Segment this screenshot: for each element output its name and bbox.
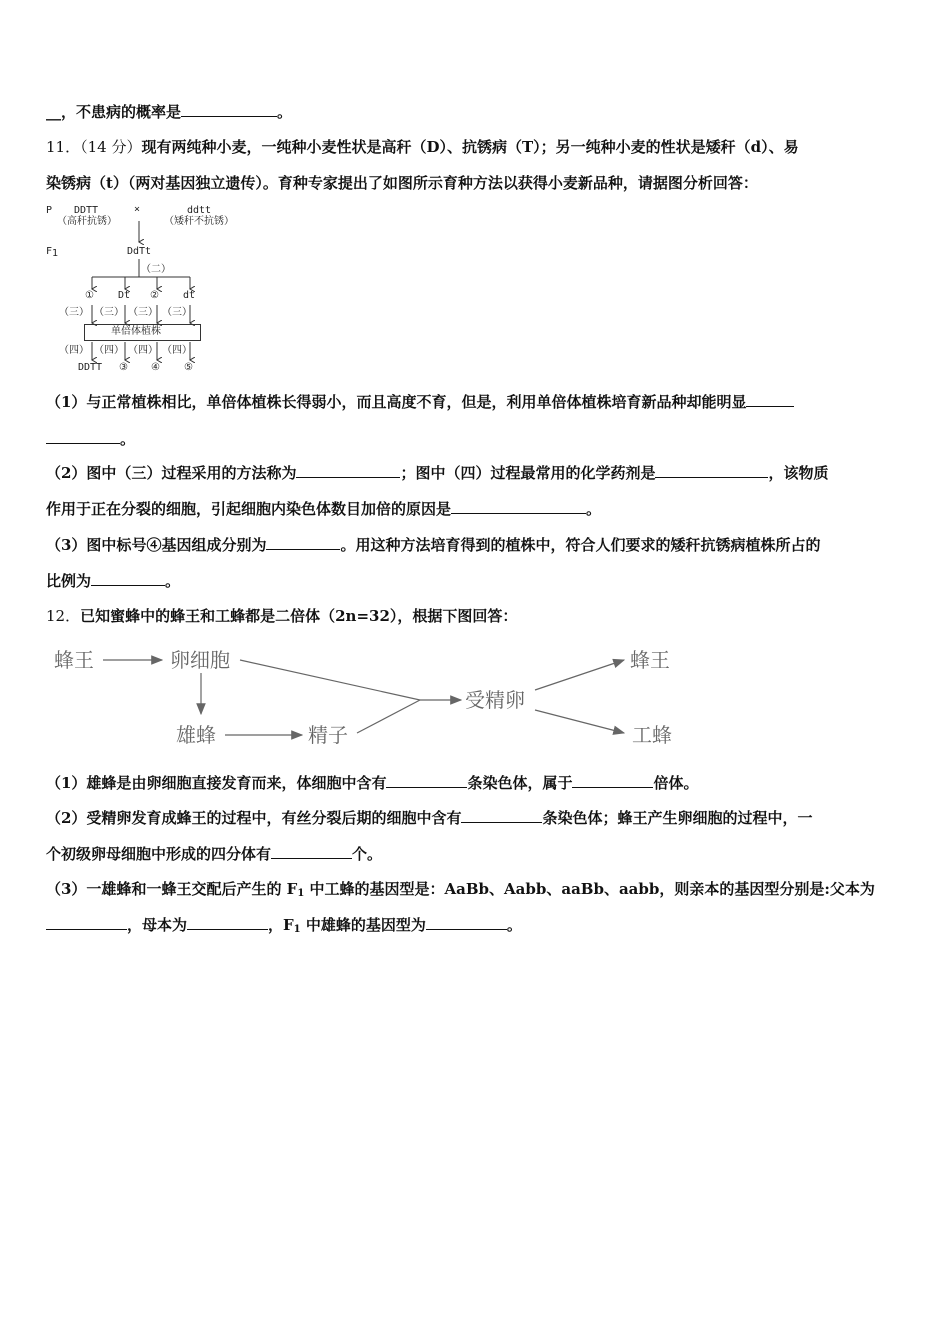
q11-2b-text: 作用于正在分裂的细胞，引起细胞内染色体数目加倍的原因是 (46, 500, 452, 518)
q12-3b-text: ，F (268, 916, 294, 934)
parent2-note: （矮秆不抗锈） (164, 216, 234, 227)
q12-3-text: 中工蜂的基因型是：AaBb、Aabb、aaBb、aabb，则亲本的基因型分别是:父本为 (304, 880, 875, 898)
answer-blank[interactable] (746, 391, 794, 407)
q12-2b-text: 个。 (352, 845, 383, 863)
answer-blank[interactable] (461, 807, 542, 823)
result-5: ⑤ (184, 362, 193, 373)
line-q11-head2: 染锈病（t）（两对基因独立遗传）。育种专家提出了如图所示育种方法以获得小麦新品种，请据图分析回答： (46, 174, 758, 192)
q11-number: 11．（14 分） (46, 138, 142, 156)
step4-label: （四） (94, 345, 124, 356)
answer-blank[interactable] (181, 101, 277, 117)
answer-blank[interactable] (266, 534, 340, 550)
q11-1-text: （1）与正常植株相比，单倍体植株长得弱小，而且高度不育，但是，利用单倍体植株培育新品种却能明显 (46, 393, 747, 411)
gamete-2: ② (150, 290, 159, 301)
answer-blank[interactable] (451, 498, 586, 514)
line-q12-1 (46, 772, 698, 794)
queen-output-label: 蜂王 (630, 648, 670, 672)
q12-1-text: 条染色体，属于 (467, 774, 573, 792)
step3-label: （三） (162, 307, 192, 318)
gamete-1: ① (85, 290, 94, 301)
f1-label: $F_1$ (46, 246, 59, 259)
line-q11-1 (46, 391, 794, 413)
subscript-1: 1 (297, 888, 305, 899)
q12-2b-text: 个初级卵母细胞中形成的四分体有 (46, 845, 272, 863)
answer-blank[interactable] (91, 570, 165, 586)
line-q11-3a (46, 534, 820, 556)
line-q11-2a (46, 462, 828, 484)
line-q11-2b (46, 498, 601, 520)
result-4: ④ (151, 362, 160, 373)
p-label: P (46, 205, 53, 216)
answer-blank[interactable] (572, 772, 653, 788)
parent2-genotype: ddtt (187, 205, 212, 216)
q11-3b-period: 。 (165, 572, 181, 590)
egg-label: 卵细胞 (170, 648, 230, 672)
line-q12-3b (46, 914, 522, 941)
step4-label: （四） (128, 345, 158, 356)
step4-label: （四） (162, 345, 192, 356)
line-q12-3a (46, 878, 875, 905)
q12-2-text: 条染色体；蜂王产生卵细胞的过程中，一 (542, 809, 813, 827)
gamete-dt-upper: Dt (118, 290, 131, 301)
sperm-label: 精子 (308, 723, 348, 747)
q11-2b-period: 。 (586, 500, 602, 518)
q11-2-text: ，该物质 (768, 464, 829, 482)
answer-blank[interactable] (426, 914, 507, 930)
zygote-label: 受精卵 (465, 688, 525, 712)
result-ddtt: DDTT (78, 362, 103, 373)
q12-3b-text: 中雄蜂的基因型为 (300, 916, 426, 934)
line-q11-head (46, 136, 799, 158)
queen-label: 蜂王 (54, 648, 94, 672)
answer-blank[interactable] (46, 428, 120, 444)
answer-blank[interactable] (655, 462, 768, 478)
answer-blank[interactable] (386, 772, 467, 788)
line-q11-3b (46, 570, 180, 592)
step2-label: （二） (141, 264, 171, 275)
answer-blank[interactable] (187, 914, 268, 930)
q11-text: 现有两纯种小麦，一纯种小麦性状是高秆（D）、抗锈病（T）；另一纯种小麦的性状是矮秆（d）、易 (141, 138, 799, 156)
step3-label: （三） (59, 307, 89, 318)
gamete-dt-lower: dt (183, 290, 196, 301)
q11-2-text: （2）图中（三）过程采用的方法称为 (46, 464, 297, 482)
q11-3-text: （3）图中标号④基因组成分别为 (46, 536, 267, 554)
cross-symbol: × (134, 204, 141, 215)
line-q11-1b (46, 428, 135, 450)
subscript-1: 1 (293, 924, 301, 935)
line-q12-2b (46, 843, 382, 865)
line-q10-end (46, 101, 292, 123)
parent1-note: （高秆抗锈） (57, 216, 117, 227)
step4-label: （四） (59, 345, 89, 356)
q11-3-text: 。用这种方法培育得到的植株中，符合人们要求的矮秆抗锈病植株所占的 (340, 536, 821, 554)
q10-period: 。 (277, 103, 293, 121)
f1-genotype: DdTt (127, 246, 152, 257)
step3-label: （三） (128, 307, 158, 318)
q11-1-period: 。 (120, 430, 136, 448)
q12-text: 已知蜜蜂中的蜂王和工蜂都是二倍体（2n=32），根据下图回答： (80, 607, 518, 625)
answer-blank[interactable] (296, 462, 400, 478)
q12-1-text: （1）雄蜂是由卵细胞直接发育而来，体细胞中含有 (46, 774, 387, 792)
q10-text: __，不患病的概率是 (46, 103, 182, 121)
answer-blank[interactable] (271, 843, 352, 859)
haploid-label: 单倍体植株 (111, 326, 161, 337)
parent1-genotype: DDTT (74, 205, 99, 216)
line-q12-2a (46, 807, 812, 829)
drone-label: 雄蜂 (176, 723, 216, 747)
q11-3b-text: 比例为 (46, 572, 92, 590)
q11-2-text: ；图中（四）过程最常用的化学药剂是 (400, 464, 656, 482)
q12-3b-text: ，母本为 (127, 916, 188, 934)
answer-blank[interactable] (46, 914, 127, 930)
step3-label: （三） (94, 307, 124, 318)
q12-number: 12． (46, 607, 81, 625)
q12-2-text: （2）受精卵发育成蜂王的过程中，有丝分裂后期的细胞中含有 (46, 809, 462, 827)
result-3: ③ (119, 362, 128, 373)
q12-3b-period: 。 (506, 916, 522, 934)
q12-1-text: 倍体。 (653, 774, 699, 792)
q12-3-text: （3）一雄蜂和一蜂王交配后产生的 F (46, 880, 298, 898)
worker-label: 工蜂 (632, 723, 672, 747)
line-q12-head (46, 605, 517, 627)
